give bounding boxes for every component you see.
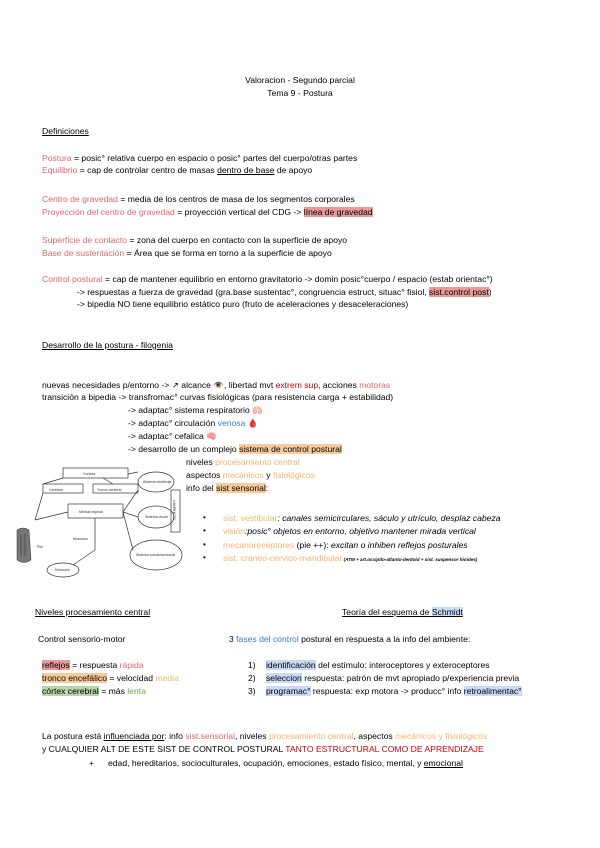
filogenia-line-3: -> adaptac° sistema respiratorio 🫁 bbox=[128, 405, 263, 415]
diagram-label-cerebelo: Cerebelo bbox=[49, 488, 64, 492]
footer-line-3: edad, hereditarios, socioculturales, ocupación, emociones, estado físico, mental, y emocional bbox=[108, 758, 463, 768]
diagram-label-corteza: Corteza bbox=[83, 472, 96, 476]
filogenia-line-5: -> adaptac° cefalica 🧠 bbox=[128, 431, 217, 441]
bullet-mecanoreceptores: mecanoreceptores (pie ++): excitan o inhiben reflejos posturales bbox=[223, 540, 468, 550]
footer-plus: + bbox=[89, 758, 95, 768]
filogenia-aspectos: aspectos mecánicos y fisiológicos bbox=[186, 470, 315, 480]
bullet-dot: • bbox=[203, 526, 206, 535]
filogenia-line-2: transición a bipedia -> transfromac° curvas fisiológicas (para resistencia carga + estabilidad) bbox=[42, 392, 394, 402]
footer-line-1: La postura está influenciada por: info sist.sensorial, niveles procesamiento central, aspectos mecánicos y fisiológicos bbox=[42, 731, 488, 741]
footer-line-2: y CUALQUIER ALT DE ESTE SIST DE CONTROL POSTURAL TANTO ESTRUCTURAL COMO DE APRENDIZAJE bbox=[42, 744, 484, 754]
filogenia-line-1: nuevas necesidades p/entorno -> ↗ alcance 👁️, libertad mvt extrem sup, acciones motoras bbox=[42, 380, 391, 390]
def-control-postural-2: -> respuestas a fuerza de gravedad (gra.base sustentac°, congruencia estruct, situac° fisiol, sist.control post) bbox=[77, 287, 492, 297]
bullet-craneo: sist. craneo-cervico-mandibular (ATM + art.occipito-atlanto-dentoid + sist. suspensor hioides) bbox=[223, 553, 478, 563]
def-postura: Postura = posic° relativa cuerpo en espacio o posic° partes del cuerpo/otras partes bbox=[42, 153, 358, 163]
bullet-vestibular: sist. vestibular: canales semicirculares, sáculo y utrículo, desplaz cabeza bbox=[223, 513, 501, 523]
schmidt-step-num: 1) bbox=[248, 660, 256, 670]
diagram-label-vestibular: Sistema vestibular bbox=[143, 480, 172, 484]
diagram-label-somato: Sistema somatosensorial bbox=[136, 553, 176, 557]
nivel-tronco: tronco encefálico = velocidad media bbox=[42, 673, 179, 683]
postural-control-diagram bbox=[13, 460, 188, 578]
schmidt-step-1: identificación del estímulo: interoceptores y exteroceptores bbox=[266, 660, 490, 670]
filogenia-line-6: -> desarrollo de un complejo sistema de control postural bbox=[128, 444, 342, 454]
page-subtitle: Tema 9 - Postura bbox=[267, 88, 333, 98]
bullet-vision: visión:posic° objetos en entorno, objetivo mantener mirada vertical bbox=[223, 526, 476, 536]
diagram-label-visual: Sistema visual bbox=[145, 515, 168, 519]
nivel-reflejos: reflejos = respuesta rápida bbox=[42, 660, 144, 670]
section-heading-filogenia: Desarrollo de la postura - filogenia bbox=[42, 340, 173, 350]
filogenia-niveles: niveles procesamiento central bbox=[186, 457, 300, 467]
section-heading-definiciones: Definiciones bbox=[42, 126, 89, 136]
schmidt-step-num: 2) bbox=[248, 673, 256, 683]
section-heading-schmidt: Teoría del esquema de Schmidt bbox=[342, 607, 463, 617]
diagram-body-figure bbox=[17, 528, 31, 563]
diagram-label-medula: Médula espinal bbox=[79, 510, 103, 514]
bullet-dot: • bbox=[203, 553, 206, 562]
def-proyeccion-cg: Proyección del centro de gravedad = proyección vertical del CDG -> línea de gravedad bbox=[42, 207, 373, 217]
filogenia-info: info del sist sensorial: bbox=[186, 483, 269, 493]
bullet-dot: • bbox=[203, 540, 206, 549]
nivel-cortex: córtex cerebral = más lenta bbox=[42, 686, 146, 696]
schmidt-step-num: 3) bbox=[248, 686, 256, 696]
def-equilibrio: Equilibrio = cap de controlar centro de masas dentro de base de apoyo bbox=[42, 165, 313, 175]
niveles-subheading: Control sensorio-motor bbox=[38, 634, 126, 644]
section-heading-niveles: Niveles procesamiento central bbox=[35, 607, 151, 617]
bullet-dot: • bbox=[203, 513, 206, 522]
def-control-postural-3: -> bipedia NO tiene equilibrio estático puro (fruto de aceleraciones y desaceleraciones) bbox=[77, 299, 409, 309]
def-centro-gravedad: Centro de gravedad = media de los centros de masa de los segmentos corporales bbox=[42, 194, 355, 204]
diagram-label-musculos: Músculos bbox=[55, 568, 70, 572]
page-title: Valoracion - Segundo parcial bbox=[245, 75, 355, 85]
diagram-label-tronco: Tronco cerebral bbox=[97, 488, 122, 492]
def-superficie-contacto: Superficie de contacto = zona del cuerpo en contacto con la superficie de apoyo bbox=[42, 235, 348, 245]
filogenia-line-4: -> adaptac° circulación venosa 🩸 bbox=[128, 418, 259, 428]
def-base-sustentacion: Base de sustentación = Área que se forma en torno a la superficie de apoyo bbox=[42, 248, 332, 258]
diagram-label-side: LABERINTO bbox=[172, 500, 176, 520]
schmidt-intro: 3 fases del control postural en respuesta a la info del ambiente: bbox=[229, 634, 471, 644]
def-control-postural: Control postural = cap de mantener equilibrio en entorno gravitatorio -> domin posic°cuerpo / espacio (estab orientac°) bbox=[42, 274, 493, 284]
schmidt-step-2: seleccion respuesta: patrón de mvt apropiado p/experiencia previa bbox=[266, 673, 520, 683]
diagram-label-musculos-2: Músculos bbox=[73, 537, 88, 541]
diagram-label-piel: Piel bbox=[37, 545, 43, 549]
diagram-box-corteza bbox=[63, 468, 128, 478]
schmidt-step-3: programac° respuesta: exp motora -> producc° info retroalimentac° bbox=[266, 686, 522, 696]
